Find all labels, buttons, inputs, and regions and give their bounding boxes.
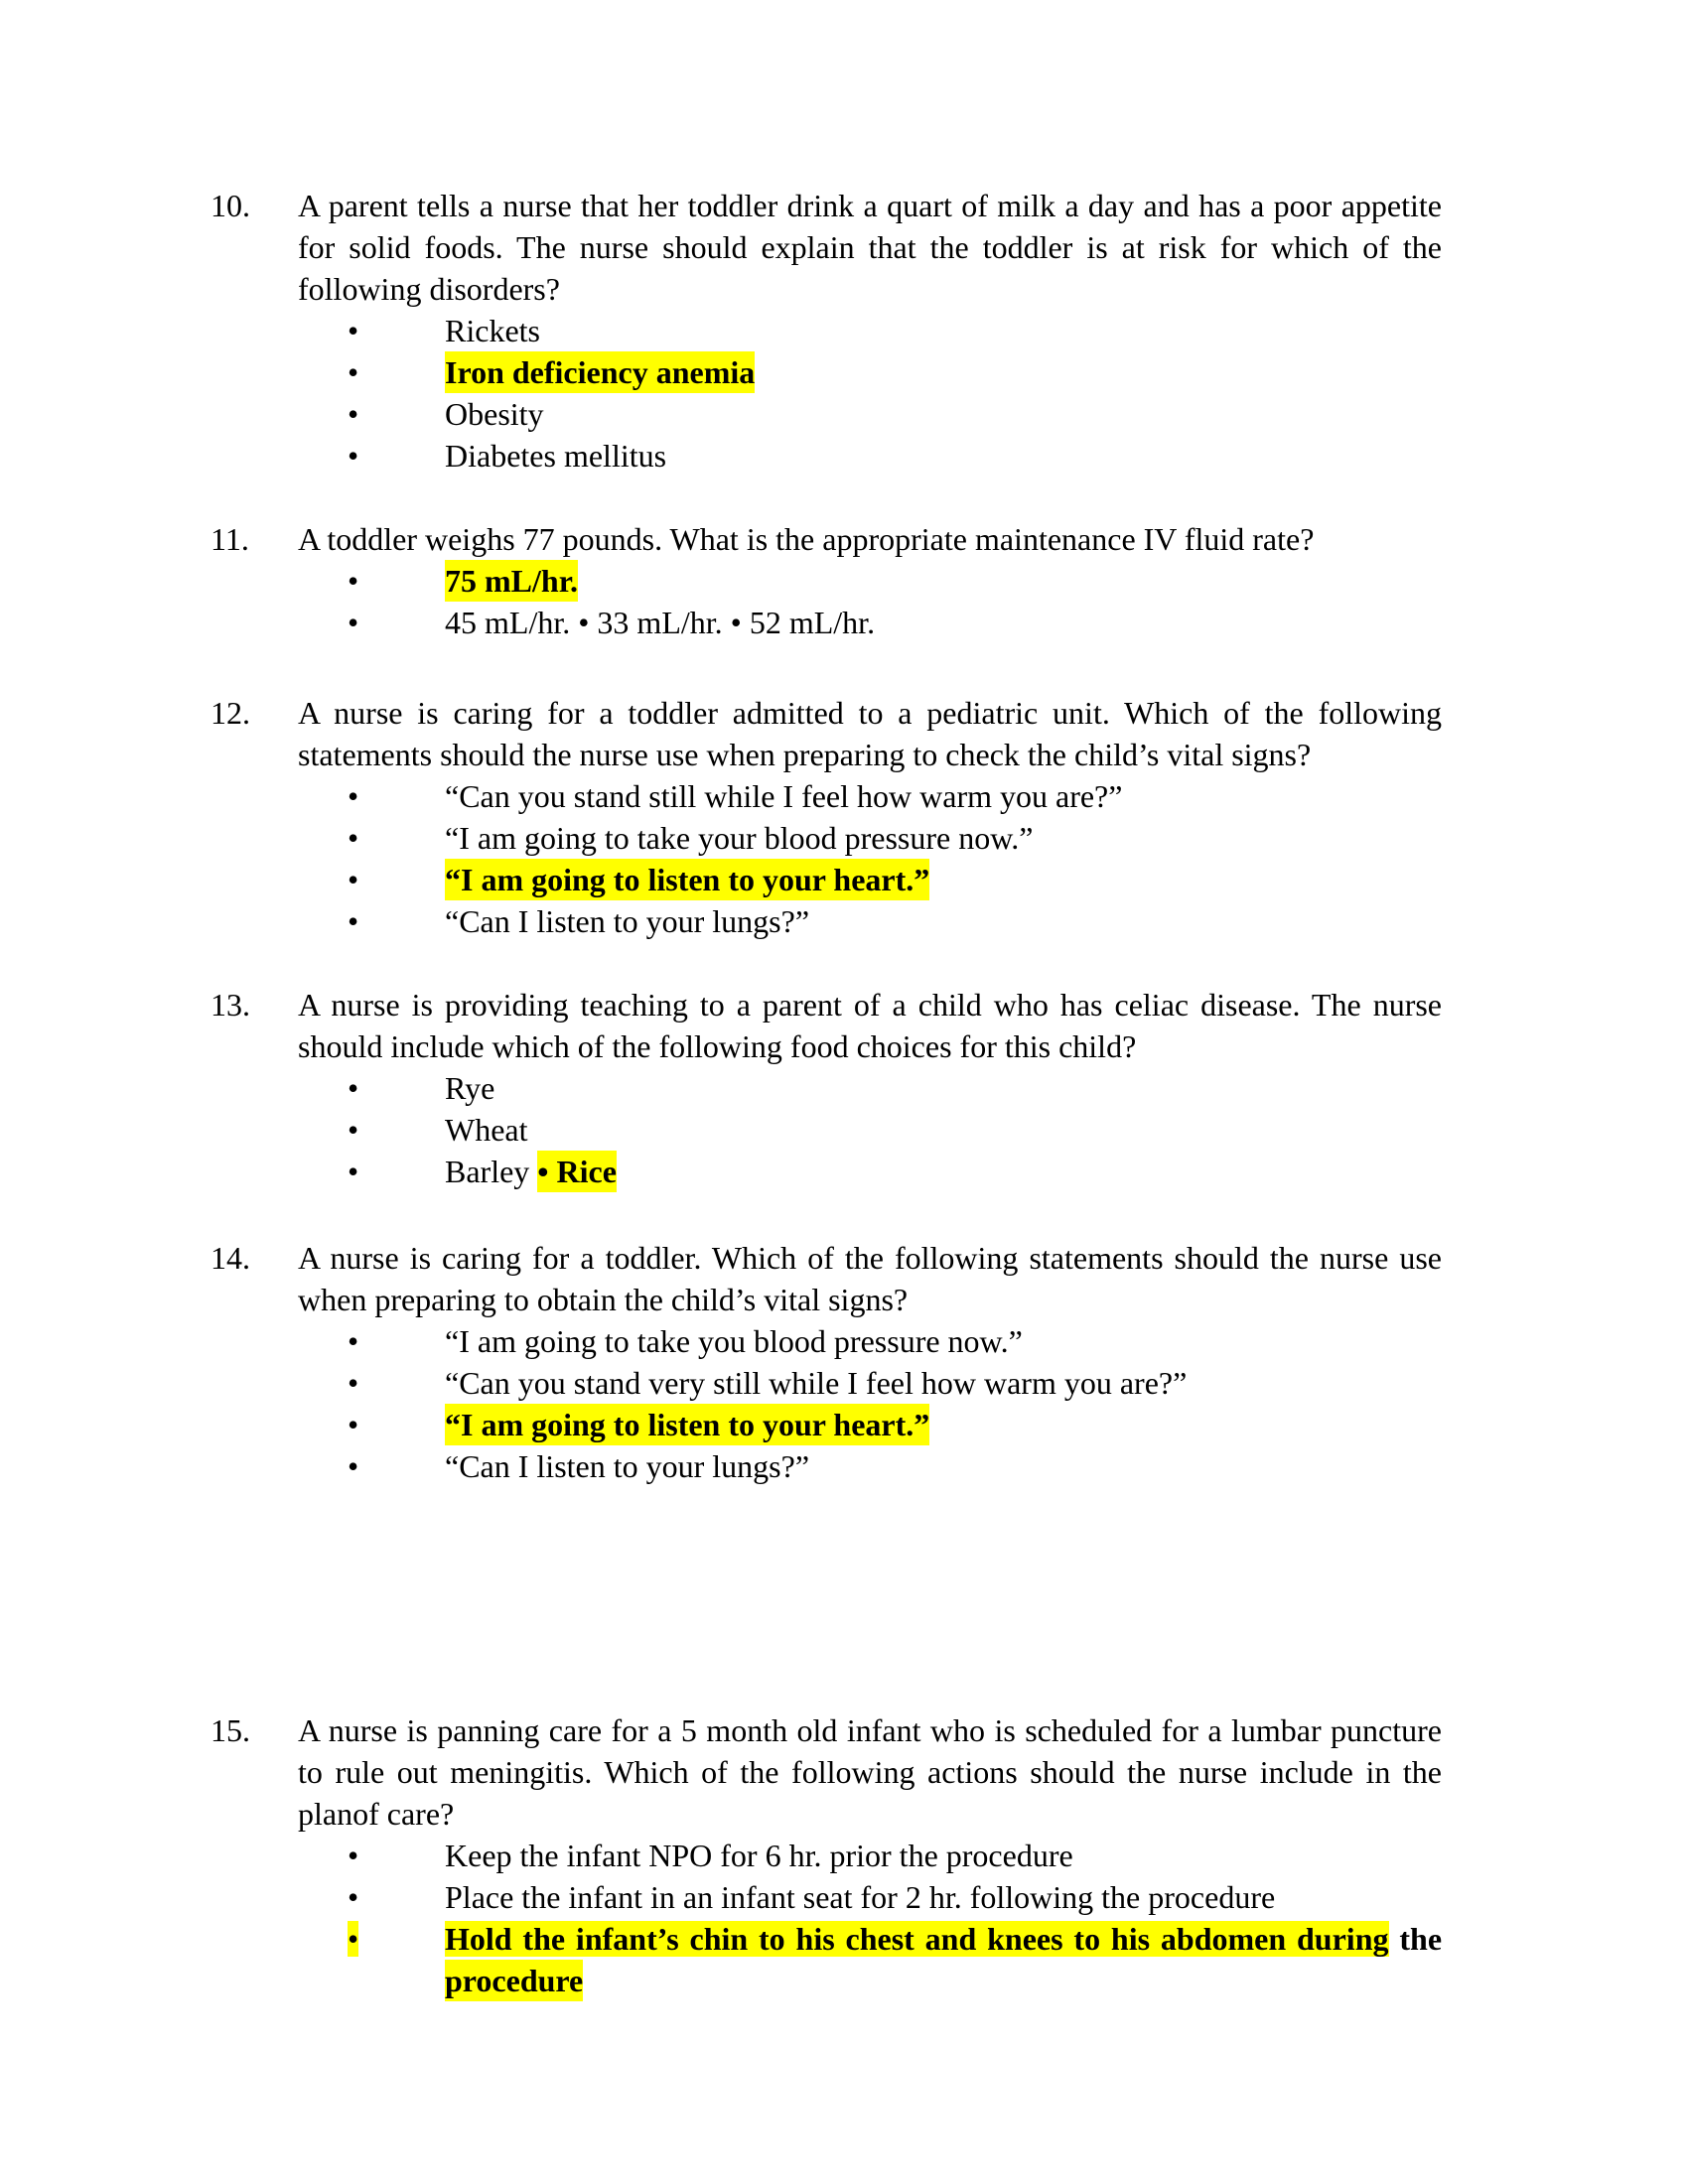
- option-correct: [211, 560, 1442, 602]
- question-14: [211, 1237, 1442, 1487]
- option: [211, 1445, 1442, 1487]
- option-text: Diabetes mellitus: [445, 438, 667, 474]
- option: [211, 1320, 1442, 1362]
- option: [211, 1067, 1442, 1109]
- option-text-highlighted: “I am going to listen to your heart.”: [445, 1404, 929, 1445]
- option: [211, 393, 1442, 435]
- bullet: •: [348, 1407, 359, 1442]
- bullet: •: [348, 1838, 359, 1873]
- option: [211, 602, 1442, 643]
- option-text: “Can you stand still while I feel how warm you are?”: [445, 778, 1123, 814]
- question-text: A nurse is caring for a toddler. Which of the following statements should the nurse use when preparing to obtain the child’s vital signs?: [298, 1240, 1442, 1317]
- bullet: •: [348, 778, 359, 814]
- option: [211, 817, 1442, 859]
- question-number: 10.: [211, 188, 250, 223]
- bullet: •: [348, 1448, 359, 1484]
- question-12: [211, 692, 1442, 942]
- option-text: “Can you stand very still while I feel how warm you are?”: [445, 1365, 1188, 1401]
- bullet: •: [348, 605, 359, 640]
- option-correct: [211, 351, 1442, 393]
- question-number: 13.: [211, 987, 250, 1023]
- option-text: Obesity: [445, 396, 544, 432]
- option-text-part: the: [1399, 1921, 1443, 1957]
- option-text: Barley: [445, 1154, 530, 1189]
- option-correct: [211, 1404, 1442, 1445]
- option-text: “I am going to take you blood pressure now.”: [445, 1323, 1023, 1359]
- option: [211, 775, 1442, 817]
- option-text: “Can I listen to your lungs?”: [445, 1448, 810, 1484]
- option-text: “Can I listen to your lungs?”: [445, 903, 810, 939]
- bullet: •: [348, 1154, 359, 1189]
- bullet: •: [348, 1879, 359, 1915]
- question-number: 14.: [211, 1240, 250, 1276]
- question-number: 15.: [211, 1712, 250, 1748]
- question-10: [211, 185, 1442, 477]
- option-correct: [211, 1918, 1442, 1960]
- option-text-part: Hold the infant’s chin to his chest and knees to his abdomen during: [445, 1921, 1389, 1957]
- option: [211, 1109, 1442, 1151]
- bullet: •: [348, 1112, 359, 1148]
- option: [211, 900, 1442, 942]
- bullet: •: [348, 1070, 359, 1106]
- bullet: •: [348, 1921, 359, 1957]
- bullet: •: [348, 1365, 359, 1401]
- option: [211, 1362, 1442, 1404]
- option: [211, 1835, 1442, 1876]
- option-text: Keep the infant NPO for 6 hr. prior the procedure: [445, 1838, 1073, 1873]
- option-text: “I am going to take your blood pressure now.”: [445, 820, 1034, 856]
- question-13: [211, 984, 1442, 1192]
- question-text: A nurse is caring for a toddler admitted to a pediatric unit. Which of the following statements should the nurse use when preparing to check the child’s vital signs?: [298, 695, 1442, 772]
- question-15: [211, 1709, 1442, 2001]
- option-text: Rickets: [445, 313, 540, 348]
- option: [211, 435, 1442, 477]
- option: [211, 1876, 1442, 1918]
- bullet: •: [348, 313, 359, 348]
- bullet: •: [348, 396, 359, 432]
- option: [211, 310, 1442, 351]
- option-text: Wheat: [445, 1112, 528, 1148]
- bullet: •: [348, 820, 359, 856]
- question-number: 11.: [211, 521, 249, 557]
- option-text-highlighted: procedure: [445, 1960, 583, 2001]
- bullet: •: [348, 903, 359, 939]
- bullet: •: [348, 354, 359, 390]
- option-continuation: [211, 1960, 1442, 2001]
- option-text-highlighted: 75 mL/hr.: [445, 560, 578, 602]
- question-text: A nurse is providing teaching to a parent of a child who has celiac disease. The nurse should include which of the following food choices for this child?: [298, 987, 1442, 1064]
- bullet: •: [348, 438, 359, 474]
- question-11: [211, 518, 1442, 643]
- option-text: Place the infant in an infant seat for 2 hr. following the procedure: [445, 1879, 1276, 1915]
- option-text: 45 mL/hr. • 33 mL/hr. • 52 mL/hr.: [445, 605, 876, 640]
- question-text: A nurse is panning care for a 5 month old infant who is scheduled for a lumbar puncture to rule out meningitis. Which of the following actions should the nurse include in the planof care?: [298, 1712, 1442, 1832]
- question-text: A parent tells a nurse that her toddler drink a quart of milk a day and has a poor appetite for solid foods. The nurse should explain that the toddler is at risk for which of the following disorders?: [298, 188, 1442, 307]
- question-number: 12.: [211, 695, 250, 731]
- question-text: A toddler weighs 77 pounds. What is the appropriate maintenance IV fluid rate?: [298, 521, 1315, 557]
- bullet: •: [348, 563, 359, 599]
- bullet: •: [348, 1323, 359, 1359]
- option-text: Rye: [445, 1070, 495, 1106]
- bullet: •: [348, 862, 359, 897]
- option: [211, 1151, 1442, 1192]
- option-text-highlighted: [445, 1918, 1442, 1960]
- option-text-highlighted: “I am going to listen to your heart.”: [445, 859, 929, 900]
- option-text-highlighted: • Rice: [537, 1151, 617, 1192]
- option-correct: [211, 859, 1442, 900]
- option-text-highlighted: Iron deficiency anemia: [445, 351, 755, 393]
